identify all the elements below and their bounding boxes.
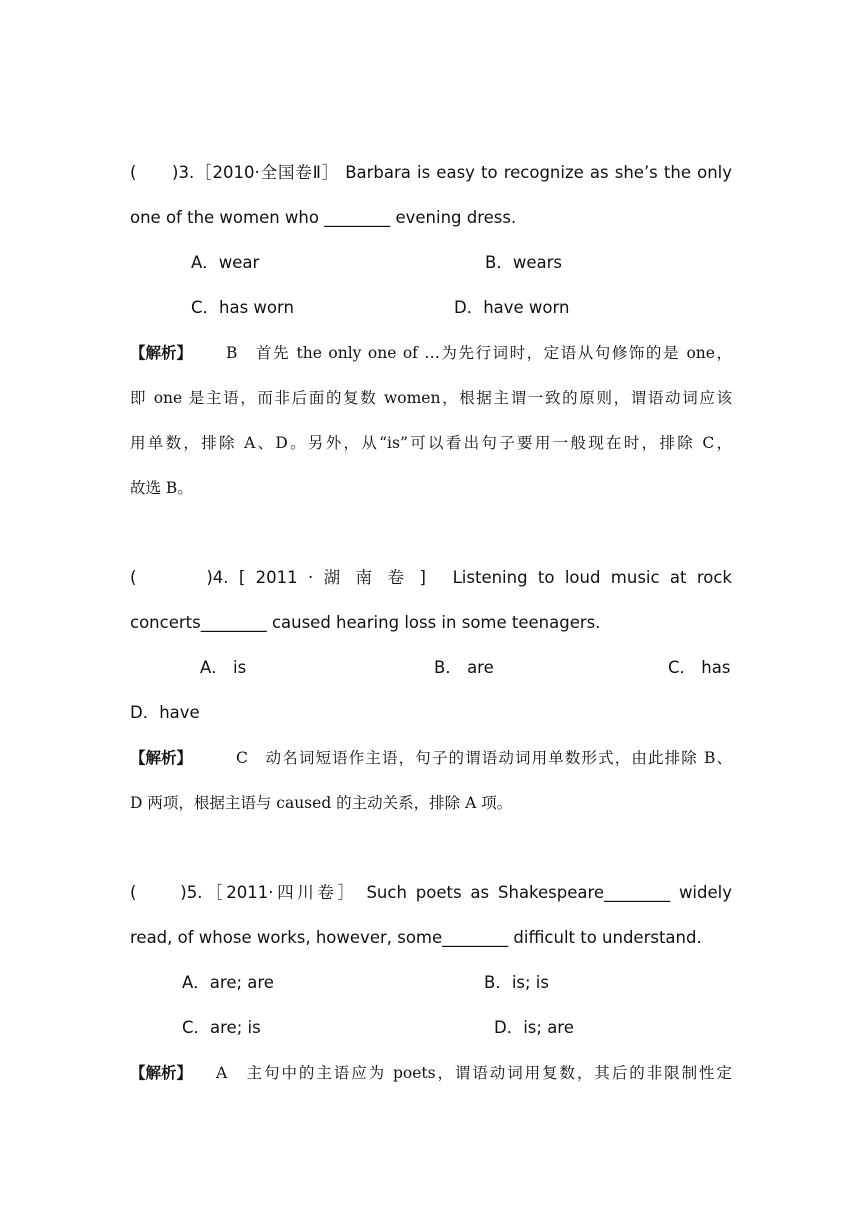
question-5-stem-line-1: ( )5.［2011·四川卷］ Such poets as Shakespeare________ widely <box>130 883 732 902</box>
question-4-option-a: A． is <box>200 658 247 677</box>
question-3-analysis-line-3: 用单数，排除 A、D。另外，从“is”可以看出句子要用一般现在时，排除 C， <box>130 434 732 452</box>
question-3-option-a: A．wear <box>191 253 260 272</box>
analysis-label: 【解析】 <box>130 1063 193 1082</box>
question-4-analysis-line-2: D 两项，根据主语与 caused 的主动关系，排除 A 项。 <box>130 794 513 812</box>
question-3-analysis-label <box>130 341 220 365</box>
question-3-stem-line-1: ( )3.［2010·全国卷Ⅱ］ Barbara is easy to recognize as she’s the only <box>130 163 732 182</box>
question-4-stem-line-2: concerts________ caused hearing loss in some teenagers. <box>130 613 601 632</box>
question-4-option-b: B． are <box>434 658 494 677</box>
analysis-label: 【解析】 <box>130 748 193 767</box>
question-5-analysis-line-1: A 主句中的主语应为 poets，谓语动词用复数，其后的非限制性定 <box>216 1064 732 1082</box>
analysis-label: 【解析】 <box>130 343 193 362</box>
question-3-option-c: C．has worn <box>191 298 294 317</box>
question-3-option-b: B．wears <box>485 253 562 272</box>
question-4-analysis-label <box>130 746 220 770</box>
question-3-stem-line-2: one of the women who ________ evening dress. <box>130 208 517 227</box>
question-5-analysis-label <box>130 1061 220 1085</box>
question-3-analysis-line-4: 故选 B。 <box>130 479 193 497</box>
question-4-analysis-line-1: C 动名词短语作主语，句子的谓语动词用单数形式，由此排除 B、 <box>236 749 732 767</box>
question-3-option-d: D．have worn <box>454 298 570 317</box>
question-5-option-b: B．is; is <box>484 973 549 992</box>
question-5-option-c: C．are; is <box>182 1018 261 1037</box>
question-4-option-d: D．have <box>130 703 200 722</box>
question-3-analysis-line-2: 即 one 是主语，而非后面的复数 women，根据主谓一致的原则，谓语动词应该 <box>130 389 732 407</box>
question-5-option-a: A．are; are <box>182 973 274 992</box>
question-3-analysis-line-1: B 首先 the only one of …为先行词时，定语从句修饰的是 one， <box>226 344 732 362</box>
question-5-stem-line-2: read, of whose works, however, some________ difficult to understand. <box>130 928 702 947</box>
question-5-option-d: D．is; are <box>494 1018 574 1037</box>
question-4-stem-line-1: ( )4. [ 2011 · 湖 南 卷 ] Listening to loud music at rock <box>130 568 732 587</box>
question-4-option-c: C． has <box>668 658 731 677</box>
